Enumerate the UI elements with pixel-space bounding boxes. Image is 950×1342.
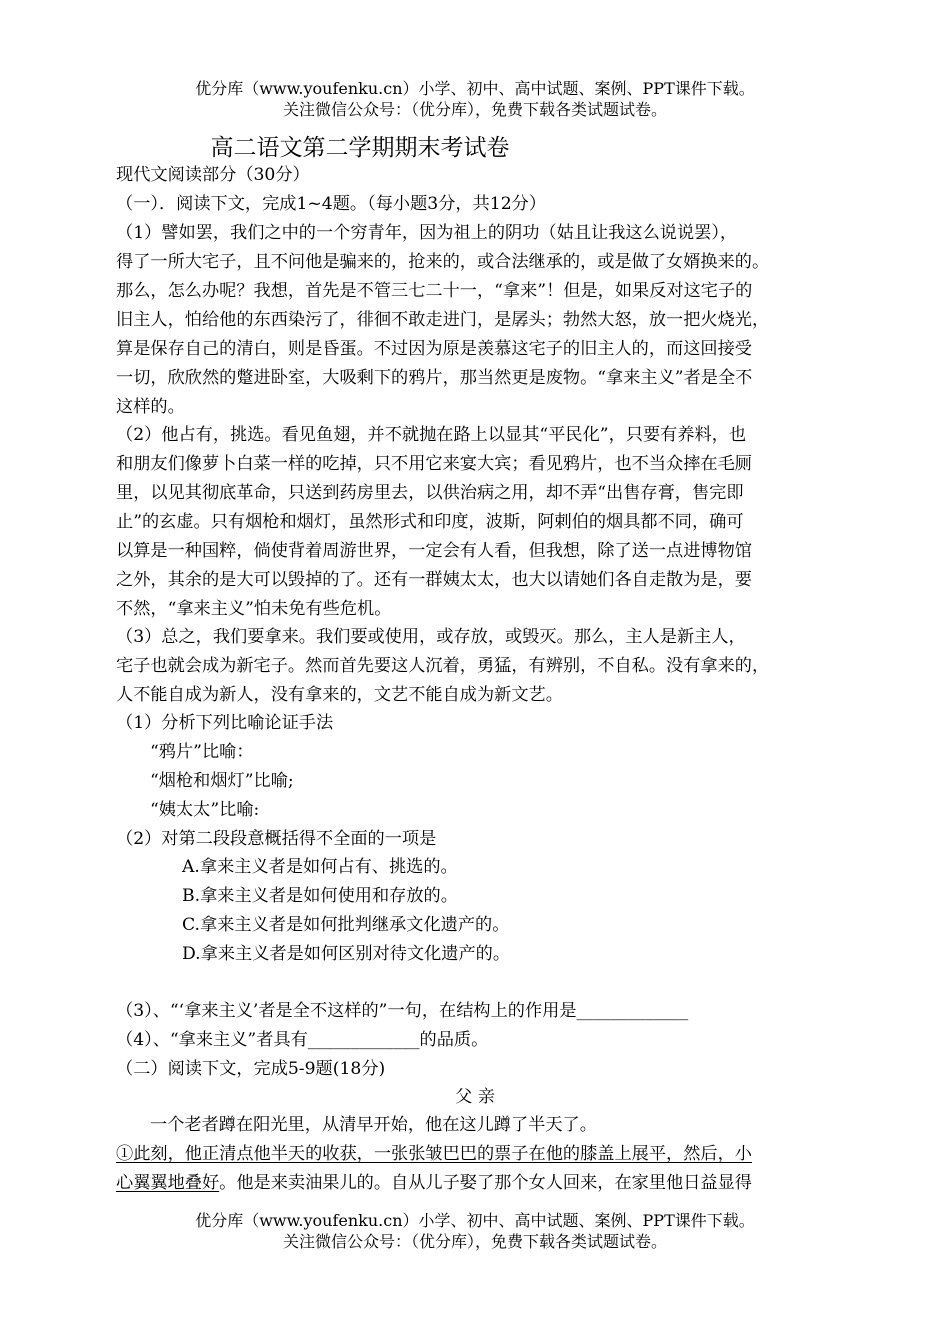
paragraph-1-line: 这样的。 [116, 397, 185, 417]
question-1-item: “鸦片”比喻： [150, 742, 254, 762]
paragraph-2-line: 止”的玄虚。只有烟枪和烟灯，虽然形式和印度，波斯，阿剌伯的烟具都不同，确可 [116, 512, 744, 532]
question-3: （3）、“‘拿来主义’者是全不这样的”一句，在结构上的作用是_____________ [116, 1001, 689, 1021]
paragraph-2-line: 里，以见其彻底革命，只送到药房里去，以供治病之用，却不弄“出售存膏，售完即 [116, 483, 744, 503]
question-2-option-d: D.拿来主义者是如何区别对待文化遗产的。 [182, 944, 511, 964]
paragraph-2-line: 不然，“拿来主义”怕未免有些危机。 [116, 599, 392, 619]
footer-line-1: 优分库（www.youfenku.cn）小学、初中、高中试题、案例、PPT课件下载。 [195, 1211, 755, 1230]
story-line-rest: 。他是来卖油果儿的。自从儿子娶了那个女人回来，在家里他日益显得 [219, 1173, 752, 1193]
answer-blank: _____________ [307, 1030, 420, 1050]
story-line: 一个老者蹲在阳光里，从清早开始，他在这儿蹲了半天了。 [150, 1115, 597, 1135]
paragraph-1-line: （1）譬如罢，我们之中的一个穷青年，因为祖上的阴功（姑且让我这么说说罢）， [116, 223, 738, 243]
paragraph-1-line: 算是保存自己的清白，则是昏蛋。不过因为原是羡慕这宅子的旧主人的，而这回接受 [116, 339, 752, 359]
paragraph-1-line: 旧主人，怕给他的东西染污了，徘徊不敢走进门，是孱头；勃然大怒，放一把火烧光， [116, 310, 770, 330]
paragraph-1-line: 一切，欣欣然的蹩进卧室，大吸剩下的鸦片，那当然更是废物。“拿来主义”者是全不 [116, 368, 753, 388]
paragraph-1-line: 那么，怎么办呢？我想，首先是不管三七二十一，“拿来”！但是，如果反对这宅子的 [116, 281, 753, 301]
header-line-2: 关注微信公众号：（优分库），免费下载各类试题试卷。 [282, 100, 667, 119]
paragraph-3-line: 宅子也就会成为新宅子。然而首先要这人沉着，勇猛，有辨别，不自私。没有拿来的， [116, 656, 770, 676]
question-4-text: （4）、“拿来主义”者具有 [116, 1030, 308, 1050]
question-4 [116, 1029, 488, 1051]
story-title: 父 亲 [455, 1087, 495, 1107]
question-1-item: “烟枪和烟灯”比喻; [150, 771, 294, 791]
part1-heading: （一）．阅读下文，完成1~4题。（每小题3分，共12分） [116, 194, 547, 214]
underlined-phrase: 心翼翼地叠好 [116, 1173, 220, 1193]
story-line [116, 1172, 752, 1194]
header-line-1: 优分库（www.youfenku.cn）小学、初中、高中试题、案例、PPT课件下载。 [195, 79, 755, 98]
story-line-underlined: ①此刻，他正清点他半天的收获，一张张皱巴巴的票子在他的膝盖上展平，然后，小 [116, 1144, 752, 1164]
paragraph-2-line: 以算是一种国粹，倘使背着周游世界，一定会有人看，但我想，除了送一点进博物馆 [116, 541, 752, 561]
paragraph-2-line: （2）他占有，挑选。看见鱼翅，并不就抛在路上以显其“平民化”，只要有养料，也 [116, 425, 747, 445]
question-4-text-end: 的品质。 [419, 1030, 489, 1050]
question-2-option-b: B.拿来主义者是如何使用和存放的。 [182, 886, 458, 906]
paragraph-1-line: 得了一所大宅子，且不问他是骗来的，抢来的，或合法继承的，或是做了女婿换来的。 [116, 252, 770, 272]
question-2-stem: （2）对第二段段意概括得不全面的一项是 [116, 829, 437, 849]
question-1-stem: （1）分析下列比喻论证手法 [116, 713, 334, 733]
question-2-option-c: C.拿来主义者是如何批判继承文化遗产的。 [182, 915, 510, 935]
question-2-option-a: A.拿来主义者是如何占有、挑选的。 [182, 857, 458, 877]
paragraph-2-line: 和朋友们像萝卜白菜一样的吃掉，只不用它来宴大宾；看见鸦片，也不当众摔在毛厕 [116, 454, 752, 474]
section-label: 现代文阅读部分（30分） [116, 165, 310, 185]
paragraph-3-line: 人不能自成为新人，没有拿来的，文艺不能自成为新文艺。 [116, 685, 563, 705]
footer-line-2: 关注微信公众号：（优分库），免费下载各类试题试卷。 [282, 1232, 667, 1251]
question-1-item: “姨太太”比喻: [150, 800, 260, 820]
paragraph-2-line: 之外，其余的是大可以毁掉的了。还有一群姨太太，也大以请她们各自走散为是，要 [116, 570, 752, 590]
exam-title: 高二语文第二学期期末考试卷 [210, 135, 510, 161]
paragraph-3-line: （3）总之，我们要拿来。我们要或使用，或存放，或毁灭。那么，主人是新主人， [116, 627, 746, 647]
part2-heading: （二）阅读下文，完成5-9题(18分) [116, 1059, 386, 1079]
